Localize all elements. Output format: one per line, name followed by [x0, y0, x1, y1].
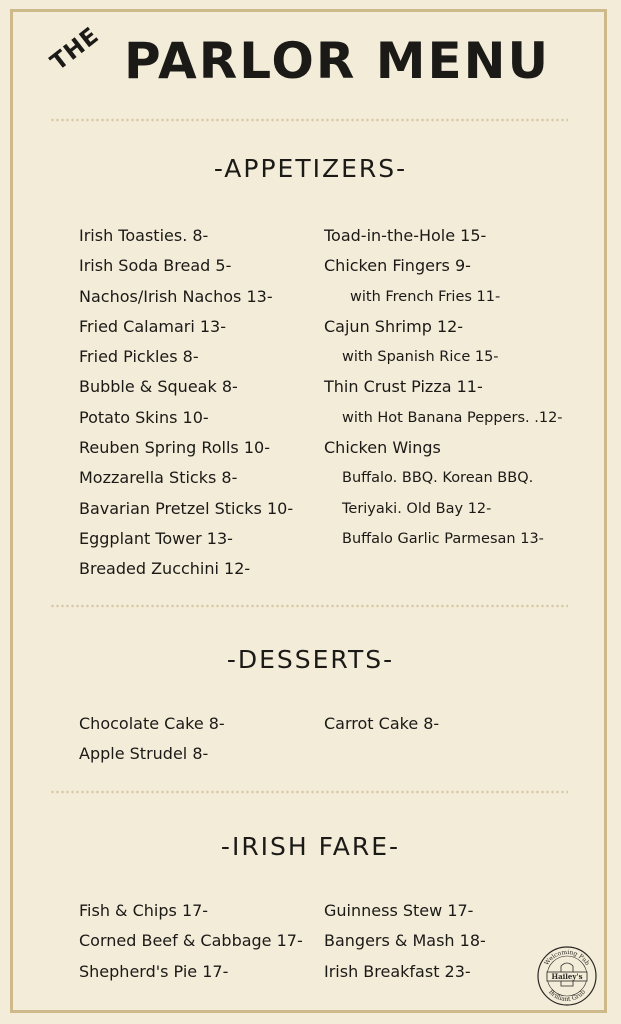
haileys-logo: [535, 944, 599, 1008]
menu-item: Potato Skins 10-: [79, 407, 209, 427]
page-title: PARLOR MENU: [124, 32, 551, 90]
menu-item: Shepherd's Pie 17-: [79, 961, 229, 981]
menu-item: Apple Strudel 8-: [79, 744, 209, 764]
logo-bottom-text: Brilliant Grub: [547, 988, 587, 1004]
menu-item: Chocolate Cake 8-: [79, 714, 225, 733]
menu-item: Toad-in-the-Hole 15-: [324, 226, 487, 245]
appetizers-right-column: [324, 221, 563, 554]
section-title-irish-fare: -IRISH FARE-: [220, 832, 401, 861]
title-prefix: THE: [45, 22, 105, 76]
desserts-left-column: [79, 709, 225, 770]
menu-item: Cajun Shrimp 12-: [324, 316, 464, 336]
menu-header: [45, 22, 562, 108]
menu-item: Chicken Wings: [324, 438, 441, 458]
logo-name: Hailey's: [551, 972, 583, 981]
menu-item: Breaded Zucchini 12-: [79, 559, 251, 579]
menu-item-option: with Spanish Rice 15-: [342, 349, 499, 366]
divider-irish-fare: [50, 790, 568, 794]
menu-item: Irish Breakfast 23-: [324, 961, 471, 981]
menu-item: Reuben Spring Rolls 10-: [79, 438, 270, 458]
menu-item: Irish Toasties. 8-: [79, 226, 209, 245]
appetizers-left-column: [79, 221, 293, 585]
menu-item: Eggplant Tower 13-: [79, 528, 233, 548]
divider-top: [50, 118, 568, 122]
menu-item-option: Teriyaki. Old Bay 12-: [342, 500, 492, 517]
menu-item: Chicken Fingers 9-: [324, 256, 471, 276]
menu-item: Fried Calamari 13-: [79, 316, 227, 336]
menu-item: Carrot Cake 8-: [324, 714, 440, 733]
menu-item: Fish & Chips 17-: [79, 901, 209, 920]
menu-item: Bubble & Squeak 8-: [79, 377, 238, 397]
menu-item: Mozzarella Sticks 8-: [79, 468, 238, 488]
menu-item: Bavarian Pretzel Sticks 10-: [79, 498, 294, 518]
logo-top-text: Welcoming Pub: [543, 948, 591, 967]
section-title-desserts: -DESSERTS-: [226, 645, 395, 674]
menu-item-option: Buffalo. BBQ. Korean BBQ.: [342, 470, 534, 487]
desserts-right-column: [324, 709, 439, 739]
menu-item: Fried Pickles 8-: [79, 347, 199, 367]
menu-item: Thin Crust Pizza 11-: [324, 377, 483, 397]
menu-item: Corned Beef & Cabbage 17-: [79, 931, 303, 951]
menu-item: Bangers & Mash 18-: [324, 931, 486, 951]
menu-item-option: with Hot Banana Peppers. .12-: [342, 409, 563, 426]
menu-item: Nachos/Irish Nachos 13-: [79, 286, 273, 306]
irish-fare-left-column: [79, 896, 303, 987]
irish-fare-right-column: [324, 896, 486, 987]
menu-item: Irish Soda Bread 5-: [79, 256, 232, 276]
menu-item: Guinness Stew 17-: [324, 901, 474, 920]
menu-item-option: Buffalo Garlic Parmesan 13-: [342, 530, 544, 547]
divider-desserts: [50, 604, 568, 608]
section-title-appetizers: -APPETIZERS-: [213, 154, 408, 183]
menu-item-option: with French Fries 11-: [350, 288, 501, 305]
